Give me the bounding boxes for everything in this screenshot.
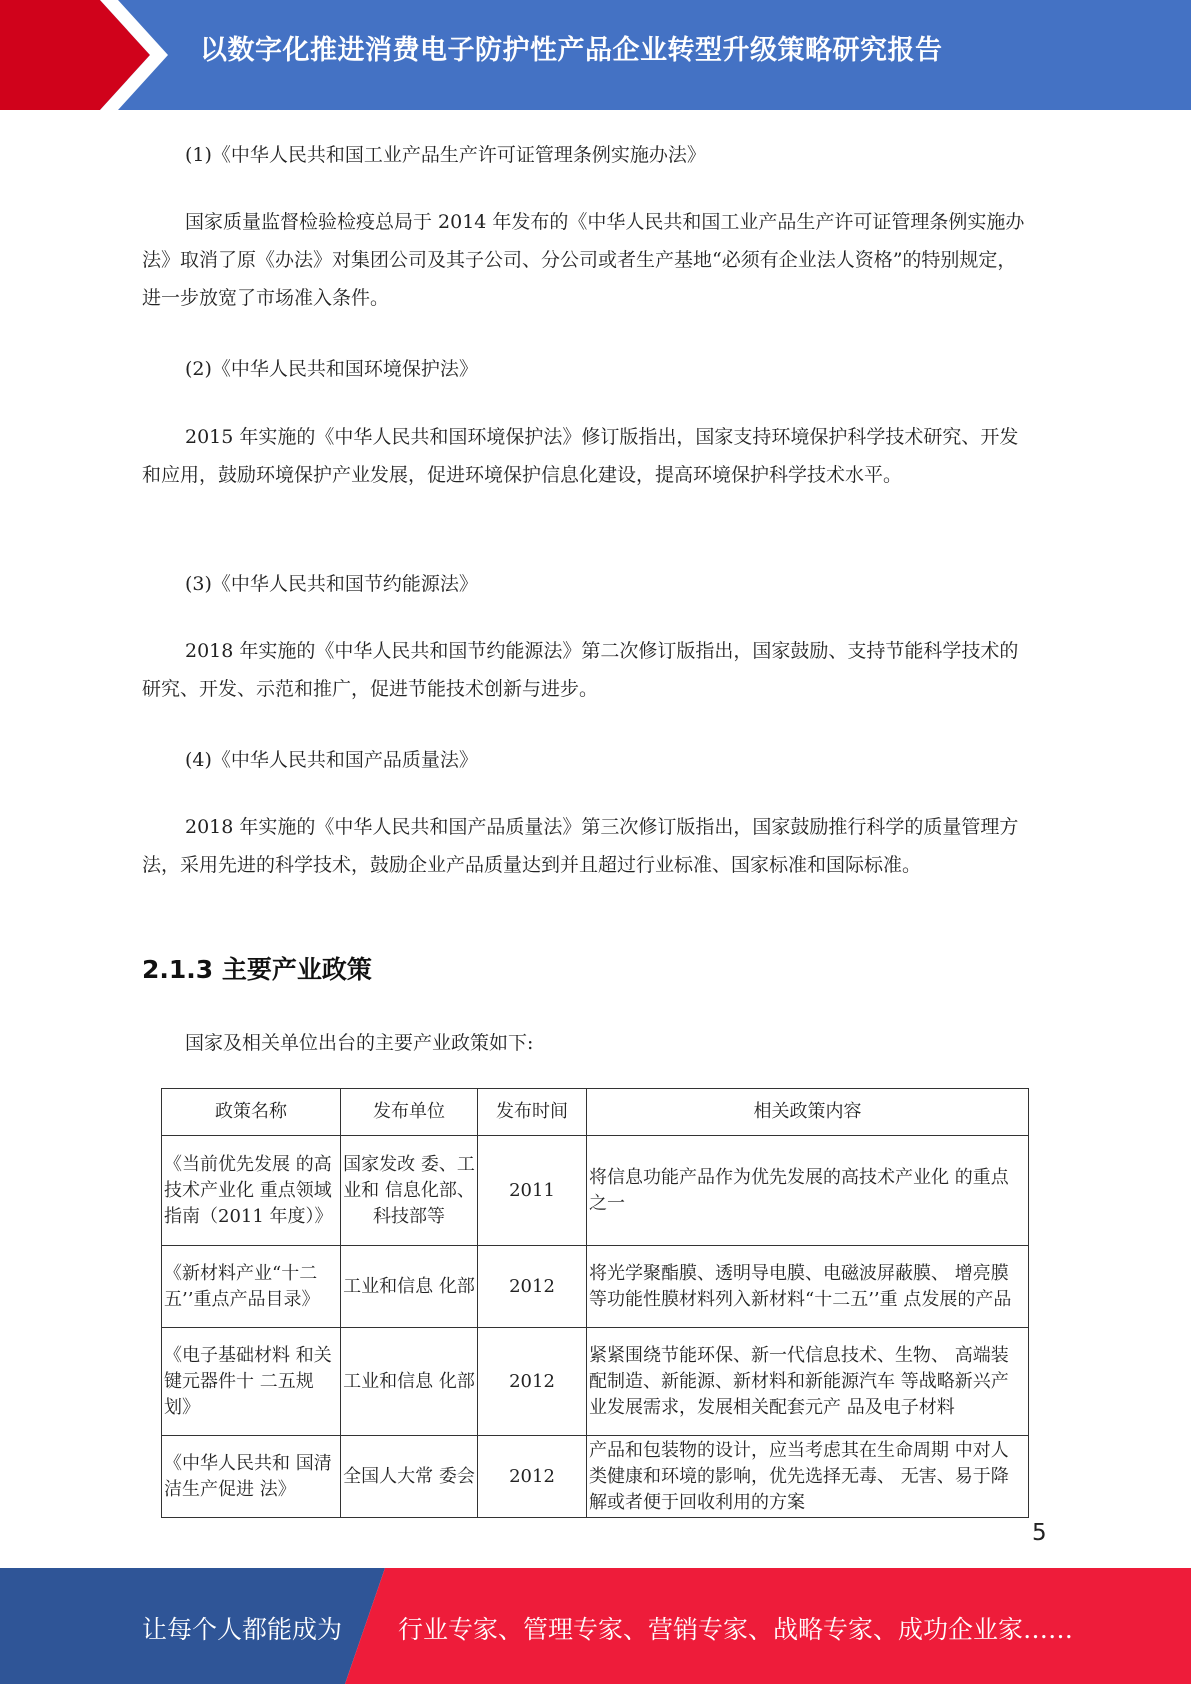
policy-name-cell: 《中华人民共和 国清洁生产促进 法》	[162, 1436, 341, 1518]
law4-body: 2018 年实施的《中华人民共和国产品质量法》第三次修订版指出，国家鼓励推行科学的质量管理方法，采用先进的科学技术，鼓励企业产品质量达到并且超过行业标准、国家标准和国际标准。	[142, 816, 1019, 876]
law1-title: (1)《中华人民共和国工业产品生产许可证管理条例实施办法》	[185, 144, 706, 166]
table-row	[162, 1328, 1029, 1436]
table-row	[162, 1246, 1029, 1328]
footer-slogan-left: 让每个人都能成为	[142, 1615, 343, 1644]
law3-title: (3)《中华人民共和国节约能源法》	[185, 573, 478, 595]
content-cell: 将信息功能产品作为优先发展的高技术产业化 的重点之一	[587, 1136, 1029, 1246]
table-intro: 国家及相关单位出台的主要产业政策如下:	[185, 1032, 534, 1054]
content-cell: 紧紧围绕节能环保、新一代信息技术、生物、 高端装配制造、新能源、新材料和新能源汽车 等战略新兴产业发展需求，发展相关配套元产 品及电子材料	[587, 1328, 1029, 1436]
header-date: 发布时间	[478, 1089, 587, 1136]
section-heading: 2.1.3 主要产业政策	[142, 955, 372, 984]
issuer-cell: 国家发改 委、工业和 信息化部、科技部等	[341, 1136, 478, 1246]
issuer-cell: 全国人大常 委会	[341, 1436, 478, 1518]
issuer-cell: 工业和信息 化部	[341, 1246, 478, 1328]
law2-title: (2)《中华人民共和国环境保护法》	[185, 358, 478, 380]
issuer-cell: 工业和信息 化部	[341, 1328, 478, 1436]
policy-table	[161, 1088, 1029, 1518]
page-header	[0, 0, 1191, 110]
policy-name-cell: 《电子基础材料 和关键元器件十 二五规划》	[162, 1328, 341, 1436]
content-cell: 将光学聚酯膜、透明导电膜、电磁波屏蔽膜、 增亮膜等功能性膜材料列入新材料“十二五’’重 点发展的产品	[587, 1246, 1029, 1328]
policy-name-cell: 《新材料产业“十二五’’重点产品目录》	[162, 1246, 341, 1328]
date-cell: 2012	[478, 1246, 587, 1328]
law1-body: 国家质量监督检验检疫总局于 2014 年发布的《中华人民共和国工业产品生产许可证管理条例实施办法》取消了原《办法》对集团公司及其子公司、分公司或者生产基地“必须有企业法人资格”的特别规定，进一步放宽了市场准入条件。	[142, 211, 1025, 309]
table-row	[162, 1436, 1029, 1518]
footer-slogan-right: 行业专家、管理专家、营销专家、战略专家、成功企业家……	[398, 1615, 1074, 1644]
header-issuer: 发布单位	[341, 1089, 478, 1136]
table-row	[162, 1136, 1029, 1246]
report-title: 以数字化推进消费电子防护性产品企业转型升级策略研究报告	[200, 35, 943, 66]
header-content: 相关政策内容	[587, 1089, 1029, 1136]
content-cell: 产品和包装物的设计，应当考虑其在生命周期 中对人类健康和环境的影响，优先选择无毒、 无害、易于降解或者便于回收利用的方案	[587, 1436, 1029, 1518]
law3-body: 2018 年实施的《中华人民共和国节约能源法》第二次修订版指出，国家鼓励、支持节能科学技术的研究、开发、示范和推广，促进节能技术创新与进步。	[142, 640, 1019, 700]
date-cell: 2011	[478, 1136, 587, 1246]
page-footer	[0, 1568, 1191, 1684]
page-number: 5	[1032, 1520, 1047, 1546]
policy-name-cell: 《当前优先发展 的高技术产业化 重点领域指南（2011 年度）》	[162, 1136, 341, 1246]
header-policy-name: 政策名称	[162, 1089, 341, 1136]
date-cell: 2012	[478, 1436, 587, 1518]
table-header-row	[162, 1089, 1029, 1136]
date-cell: 2012	[478, 1328, 587, 1436]
law4-title: (4)《中华人民共和国产品质量法》	[185, 749, 478, 771]
law2-body: 2015 年实施的《中华人民共和国环境保护法》修订版指出，国家支持环境保护科学技术研究、开发和应用，鼓励环境保护产业发展，促进环境保护信息化建设，提高环境保护科学技术水平。	[142, 426, 1019, 486]
